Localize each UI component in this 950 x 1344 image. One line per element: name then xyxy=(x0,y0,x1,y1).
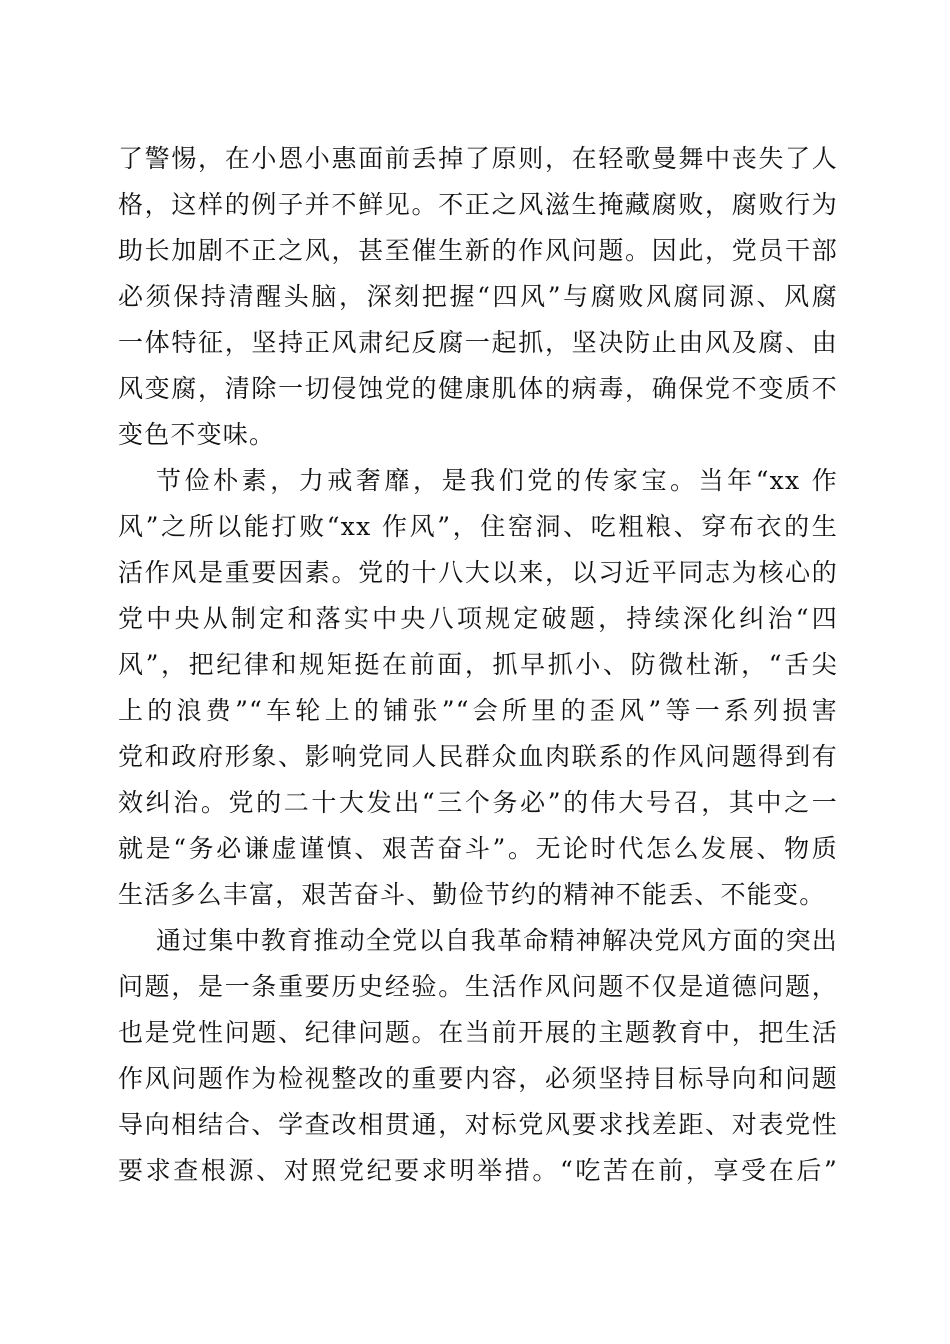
paragraph-line: 党和政府形象、影响党同人民群众血肉联系的作风问题得到有 xyxy=(118,742,838,771)
paragraph-line: 生活多么丰富，艰苦奋斗、勤俭节约的精神不能丢、不能变。 xyxy=(118,880,826,909)
document-body xyxy=(118,136,838,1194)
paragraph-line: 就是“务必谦虚谨慎、艰苦奋斗”。无论时代怎么发展、物质 xyxy=(118,834,838,863)
paragraph-line: 作风问题作为检视整改的重要内容，必须坚持目标导向和问题 xyxy=(118,1064,838,1093)
paragraph-line: 风”之所以能打败“xx 作风”，住窑洞、吃粗粮、穿布衣的生 xyxy=(118,512,838,541)
paragraph-2 xyxy=(118,458,838,918)
paragraph-line: 党中央从制定和落实中央八项规定破题，持续深化纠治“四 xyxy=(118,604,838,633)
paragraph-line: 了警惕，在小恩小惠面前丢掉了原则，在轻歌曼舞中丧失了人 xyxy=(118,144,838,173)
paragraph-line: 活作风是重要因素。党的十八大以来，以习近平同志为核心的 xyxy=(118,558,838,587)
paragraph-line: 风”，把纪律和规矩挺在前面，抓早抓小、防微杜渐，“舌尖 xyxy=(118,650,838,679)
paragraph-line: 节俭朴素，力戒奢靡，是我们党的传家宝。当年“xx 作 xyxy=(156,466,838,495)
paragraph-line: 问题，是一条重要历史经验。生活作风问题不仅是道德问题， xyxy=(118,972,838,1001)
paragraph-1 xyxy=(118,136,838,458)
paragraph-line: 导向相结合、学查改相贯通，对标党风要求找差距、对表党性 xyxy=(118,1110,838,1139)
paragraph-line: 上的浪费”“车轮上的铺张”“会所里的歪风”等一系列损害 xyxy=(118,696,838,725)
paragraph-line: 助长加剧不正之风，甚至催生新的作风问题。因此，党员干部 xyxy=(118,236,838,265)
paragraph-line: 变色不变味。 xyxy=(118,420,276,449)
paragraph-line: 通过集中教育推动全党以自我革命精神解决党风方面的突出 xyxy=(156,926,838,955)
paragraph-line: 格，这样的例子并不鲜见。不正之风滋生掩藏腐败，腐败行为 xyxy=(118,190,838,219)
paragraph-line: 一体特征，坚持正风肃纪反腐一起抓，坚决防止由风及腐、由 xyxy=(118,328,838,357)
paragraph-line: 也是党性问题、纪律问题。在当前开展的主题教育中，把生活 xyxy=(118,1018,838,1047)
paragraph-line: 必须保持清醒头脑，深刻把握“四风”与腐败风腐同源、风腐 xyxy=(118,282,838,311)
paragraph-3 xyxy=(118,918,838,1194)
paragraph-line: 要求查根源、对照党纪要求明举措。“吃苦在前，享受在后” xyxy=(118,1156,838,1185)
paragraph-line: 风变腐，清除一切侵蚀党的健康肌体的病毒，确保党不变质不 xyxy=(118,374,838,403)
paragraph-line: 效纠治。党的二十大发出“三个务必”的伟大号召，其中之一 xyxy=(118,788,838,817)
